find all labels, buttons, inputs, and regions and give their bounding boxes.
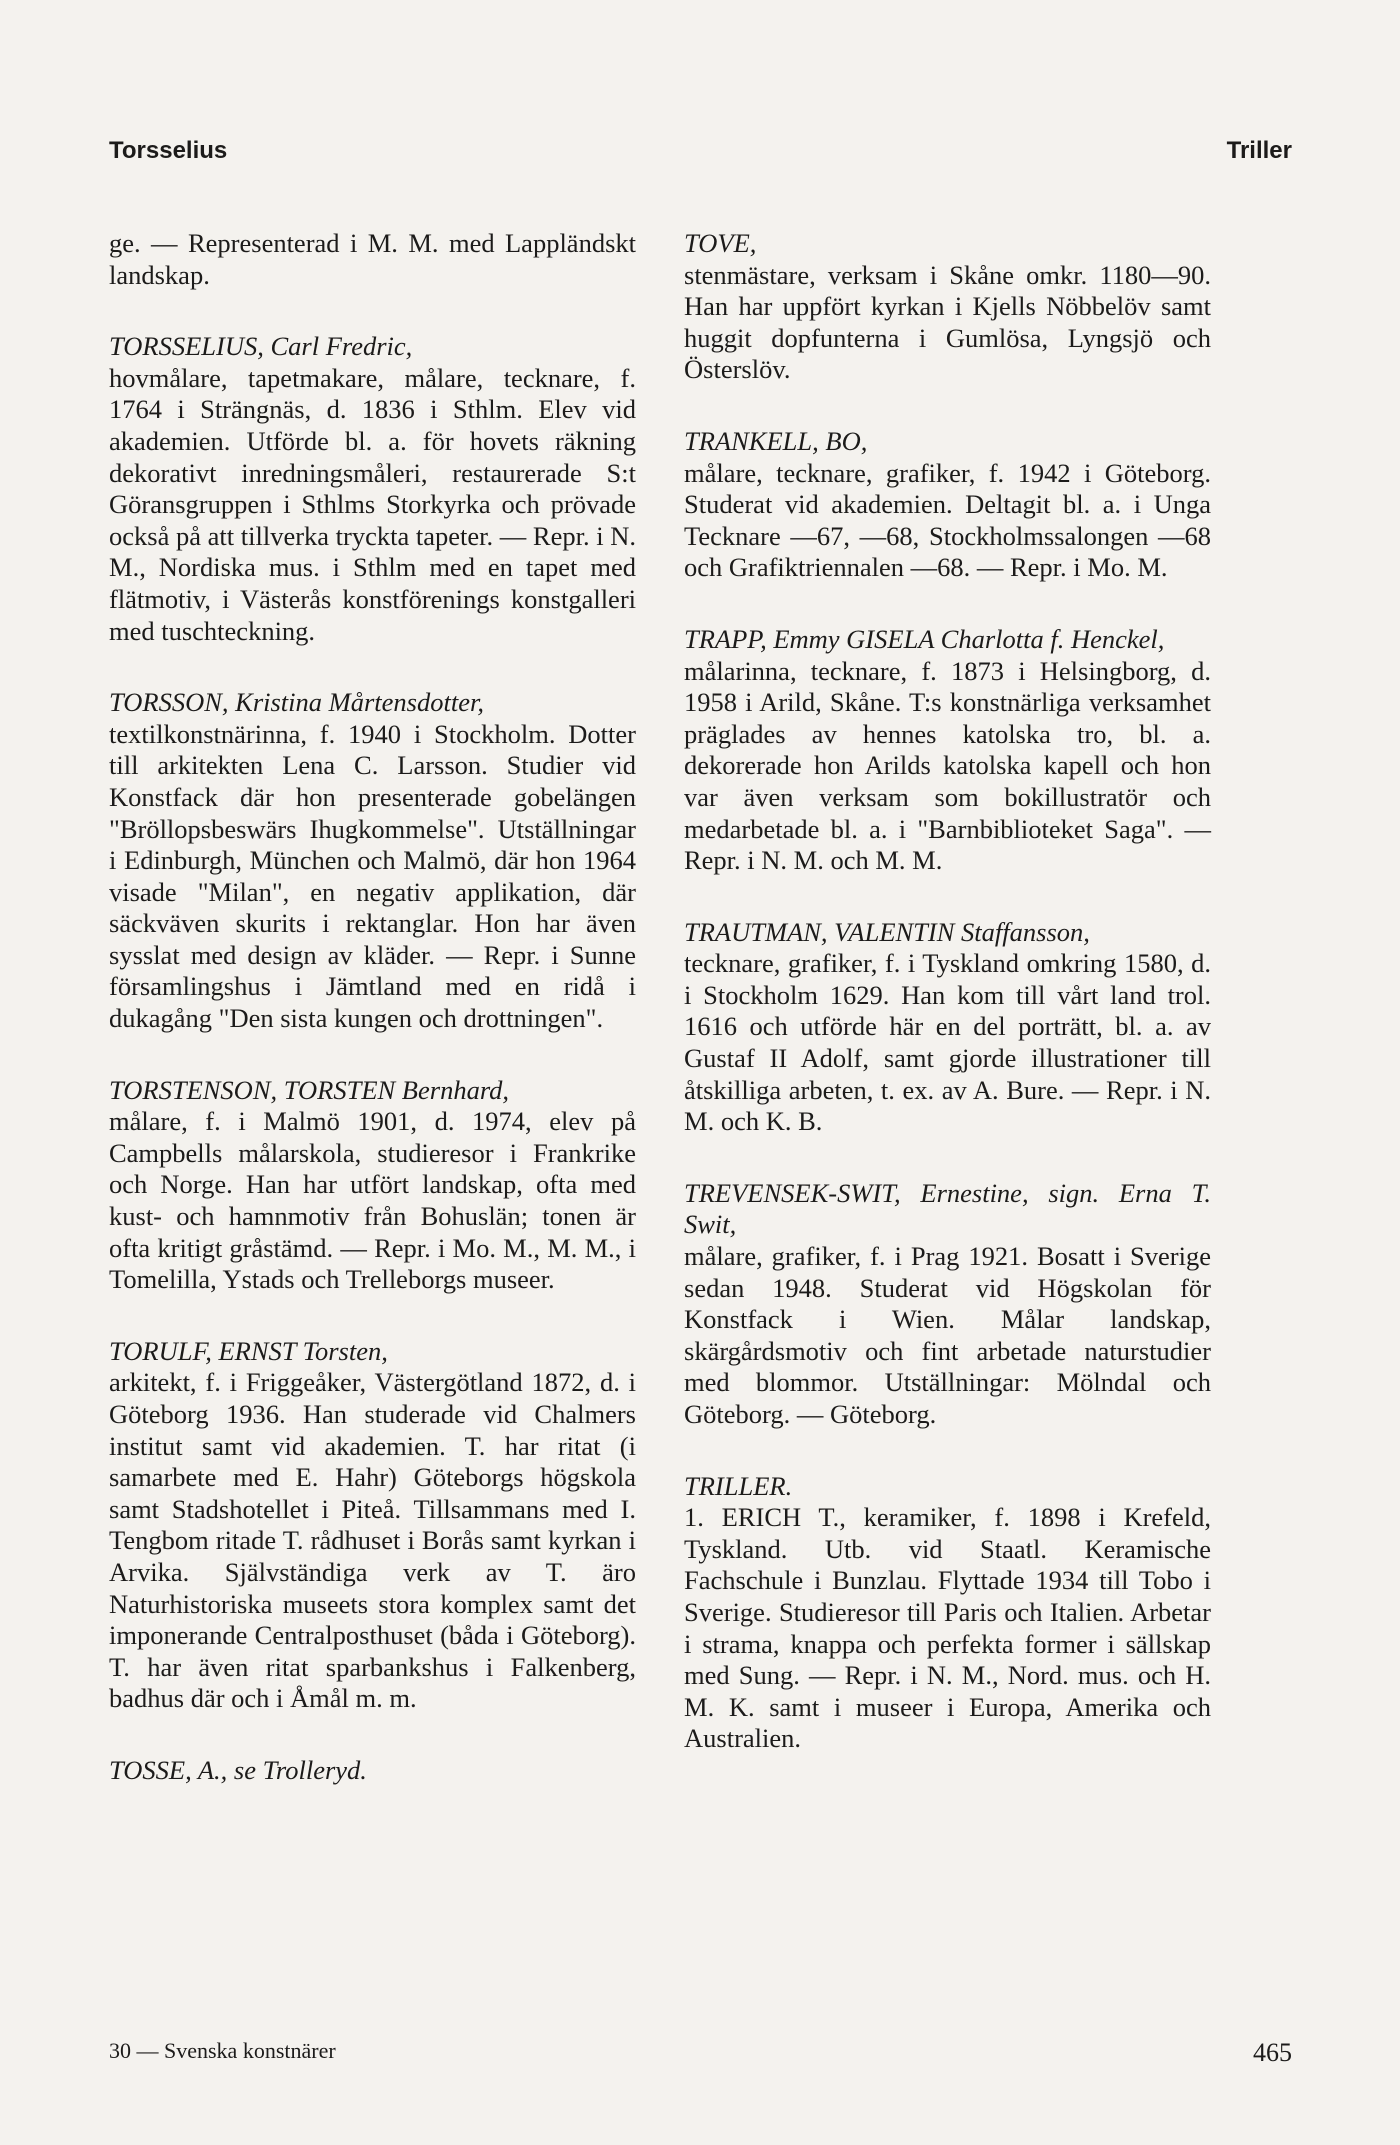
footer-signature: 30 — Svenska konstnärer [109, 2038, 336, 2063]
entry-heading: TOSSE, A., se Trolleryd. [109, 1754, 367, 1785]
entry-body: stenmästare, verksam i Skåne omkr. 1180—90. Han har uppfört kyrkan i Kjells Nöbbelöv samt huggit dopfunterna i Gumlösa, Lyngsjö och Österslöv. [684, 259, 1211, 385]
running-head-right: Triller [1226, 137, 1292, 164]
entry-heading: TOVE, [684, 228, 757, 258]
running-head-left: Torsselius [109, 137, 228, 164]
entry-torsson [109, 687, 636, 1035]
entry-body: textilkonstnärinna, f. 1940 i Stockholm. Dotter till arkitekten Lena C. Larsson. Studier vid Konstfack där hon presenterade gobelängen "Bröllopsbeswärs Ihugkommelse". Utställningar i Edinburgh, München och Malmö, där hon 1964 visade "Milan", en negativ applikation, där säckväven skurits i rektanglar. Hon har även sysslat med design av kläder. — Repr. i Sunne församlingshus i Jämtland med en ridå i dukagång "Den sista kungen och drottningen". [109, 718, 636, 1034]
left-column [109, 228, 636, 1827]
entry-torstenson [109, 1075, 636, 1296]
entry-trevensek-swit [684, 1178, 1211, 1431]
entry-body: målarinna, tecknare, f. 1873 i Helsingborg, d. 1958 i Arild, Skåne. T:s konstnärliga verksamhet präglades av hennes katolska tro, bl. a. dekorerade hon Arilds katolska kapell och hon var även verksam som bokillustratör och medarbetade bl. a. i "Barnbiblioteket Saga". — Repr. i N. M. och M. M. [684, 655, 1211, 876]
entry-heading: TRAPP, Emmy GISELA Charlotta f. Henckel, [684, 623, 1165, 654]
entry-trapp [684, 624, 1211, 877]
entry-triller [684, 1471, 1211, 1755]
entry-heading: TREVENSEK-SWIT, Ernestine, sign. Erna T. Swit, [684, 1177, 1211, 1240]
entry-tove [684, 228, 1211, 386]
entry-tosse [109, 1755, 636, 1787]
entry-body: hovmålare, tapetmakare, målare, tecknare, f. 1764 i Strängnäs, d. 1836 i Sthlm. Elev vid akademien. Utförde bl. a. för hovets räkning dekorativt inredningsmåleri, restaurerade S:t Göransgruppen i Sthlms Storkyrka och prövade också på att tillverka tryckta tapeter. — Repr. i N. M., Nordiska mus. i Sthlm med en tapet med flätmotiv, i Västerås konstförenings konstgalleri med tuschteckning. [109, 362, 636, 646]
entry-body: arkitekt, f. i Friggeåker, Västergötland 1872, d. i Göteborg 1936. Han studerade vid Chalmers institut samt vid akademien. T. har ritat (i samarbete med E. Hahr) Göteborgs högskola samt Stadshotellet i Piteå. Tillsammans med I. Tengbom ritade T. rådhuset i Borås samt kyrkan i Arvika. Självständiga verk av T. äro Naturhistoriska museets stora komplex samt det imponerande Centralposthuset (båda i Göteborg). T. har även ritat sparbankshus i Falkenberg, badhus där och i Åmål m. m. [109, 1367, 636, 1714]
entry-body: målare, tecknare, grafiker, f. 1942 i Göteborg. Studerat vid akademien. Deltagit bl. a. i Unga Tecknare —67, —68, Stockholmssalongen —68 och Grafiktriennalen —68. — Repr. i Mo. M. [684, 457, 1211, 583]
entry-body: ge. — Representerad i M. M. med Lappländskt landskap. [109, 228, 636, 290]
page-number: 465 [1253, 2038, 1292, 2067]
entry-heading: TORULF, ERNST Torsten, [109, 1335, 388, 1366]
entry-trankell [684, 426, 1211, 584]
entry-heading: TORSTENSON, TORSTEN Bernhard, [109, 1074, 510, 1105]
right-column [684, 228, 1211, 1795]
entry-heading: TRANKELL, BO, [684, 425, 868, 456]
entry-torsselius [109, 331, 636, 647]
entry-trautman [684, 917, 1211, 1138]
entry-heading: TRILLER. [684, 1470, 793, 1501]
entry-body: 1. ERICH T., keramiker, f. 1898 i Krefeld, Tyskland. Utb. vid Staatl. Keramische Fachschule i Bunzlau. Flyttade 1934 till Tobo i Sverige. Studieresor till Paris och Italien. Arbetar i strama, knappa och perfekta former i sällskap med Sung. — Repr. i N. M., Nord. mus. och H. M. K. samt i museer i Europa, Amerika och Australien. [684, 1502, 1211, 1754]
entry-continuation [109, 228, 636, 291]
entry-body: målare, f. i Malmö 1901, d. 1974, elev på Campbells målarskola, studieresor i Frankrike och Norge. Han har utfört landskap, ofta med kust- och hamnmotiv från Bohuslän; tonen är ofta kritigt gråstämd. — Repr. i Mo. M., M. M., i Tomelilla, Ystads och Trelleborgs museer. [109, 1106, 636, 1295]
entry-heading: TORSSON, Kristina Mårtensdotter, [109, 687, 484, 718]
entry-heading: TRAUTMAN, VALENTIN Staffansson, [684, 916, 1090, 947]
page-footer [109, 2038, 1292, 2078]
page-header [109, 137, 1292, 177]
entry-heading: TORSSELIUS, Carl Fredric, [109, 331, 413, 362]
entry-torulf [109, 1336, 636, 1715]
entry-body: målare, grafiker, f. i Prag 1921. Bosatt i Sverige sedan 1948. Studerat vid Högskolan för Konstfack i Wien. Målar landskap, skärgårdsmotiv och fint arbetade naturstudier med blommor. Utställningar: Mölndal och Göteborg. — Göteborg. [684, 1241, 1211, 1429]
entry-body: tecknare, grafiker, f. i Tyskland omkring 1580, d. i Stockholm 1629. Han kom till vårt land trol. 1616 och utförde här en del porträtt, bl. a. av Gustaf II Adolf, samt gjorde illustrationer till åtskilliga arbeten, t. ex. av A. Bure. — Repr. i N. M. och K. B. [684, 948, 1211, 1137]
